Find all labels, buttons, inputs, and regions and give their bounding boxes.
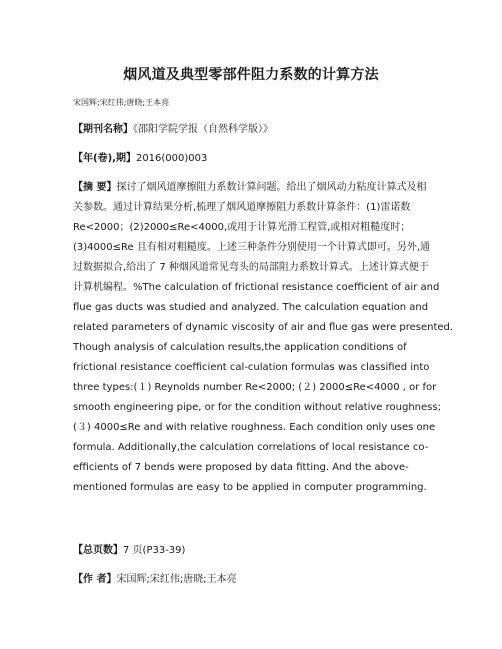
abstract-line: efficients of 7 bends were proposed by data fitting. And the above- bbox=[73, 462, 409, 473]
authors-value: 宋国辉;宋红伟;唐晓;王本亮 bbox=[116, 574, 237, 585]
journal-row bbox=[73, 120, 433, 140]
abstract-block bbox=[73, 178, 454, 498]
pages-row bbox=[73, 541, 433, 561]
journal-label: 【期刊名称】 bbox=[73, 124, 133, 135]
abstract-line: smooth engineering pipe, or for the condition without relative roughness; bbox=[73, 402, 441, 413]
abstract-line: frictional resistance coefficient cal-culation formulas was classified into bbox=[73, 362, 430, 373]
document-title: 烟风道及典型零部件阻力系数的计算方法 bbox=[123, 67, 379, 83]
abstract-line: 关参数。通过计算结果分析,梳理了烟风道摩擦阻力系数计算条件：(1)雷诺数 bbox=[73, 202, 411, 213]
abstract-label: 【摘 要】 bbox=[73, 182, 117, 193]
abstract-line: 过数据拟合,给出了 7 种烟风道常见弯头的局部阻力系数计算式。上述计算式便于 bbox=[73, 262, 429, 273]
journal-value: 《邵阳学院学报（自然科学版）》 bbox=[133, 124, 273, 135]
abstract-line: formula. Additionally,the calculation correlations of local resistance co- bbox=[73, 442, 429, 453]
authors-label: 【作 者】 bbox=[73, 574, 117, 585]
abstract-line: 计算机编程。%The calculation of frictional resistance coefficient of air and bbox=[73, 282, 440, 293]
abstract-line: Re<2000；(2)2000≤Re<4000,或用于计算光滑工程管,或相对粗糙度时； bbox=[73, 222, 411, 233]
abstract-line: (3)4000≤Re 且有相对粗糙度。上述三种条件分别使用一个计算式即可。另外,通 bbox=[73, 242, 431, 253]
abstract-line: (３) 4000≤Re and with relative roughness. Each condition only uses one bbox=[73, 422, 436, 433]
year-issue-value: 2016(000)003 bbox=[135, 153, 208, 164]
abstract-line: three types:(１) Reynolds number Re<2000; (２) 2000≤Re<4000 , or for bbox=[73, 382, 437, 393]
authors-line: 宋国辉;宋红伟;唐晓;王本亮 bbox=[73, 98, 170, 107]
abstract-line: flue gas ducts was studied and analyzed. The calculation equation and bbox=[73, 302, 429, 313]
year-issue-label: 【年(卷),期】 bbox=[73, 153, 136, 164]
abstract-line: mentioned formulas are easy to be applied in computer programming. bbox=[73, 482, 427, 493]
year-issue-row bbox=[73, 149, 433, 169]
abstract-line: Though analysis of calculation results,the application conditions of bbox=[73, 342, 407, 353]
pages-label: 【总页数】 bbox=[73, 545, 123, 556]
abstract-line: related parameters of dynamic viscosity of air and flue gas were presented. bbox=[73, 322, 454, 333]
abstract-text: 探讨了烟风道摩擦阻力系数计算问题。给出了烟风动力粘度计算式及相 bbox=[116, 182, 427, 193]
pages-value: 7 页(P33-39) bbox=[123, 545, 186, 556]
abstract-line bbox=[73, 178, 435, 198]
authors-row bbox=[73, 570, 433, 590]
